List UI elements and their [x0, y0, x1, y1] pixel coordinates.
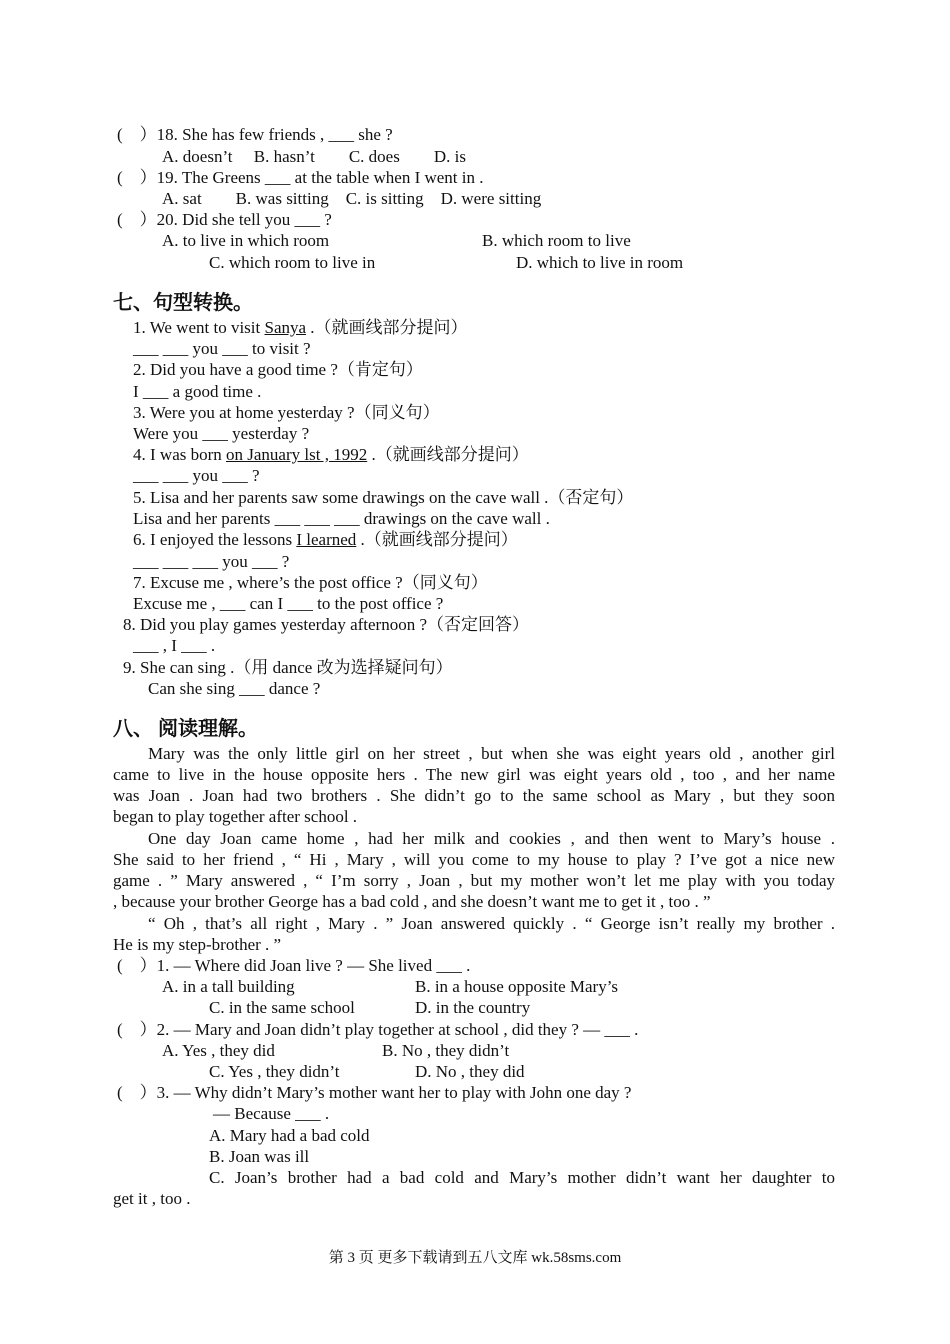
reading-q2-option-a: A. Yes , they did	[162, 1041, 275, 1060]
s7-answer-8: ___ , I ___ .	[133, 636, 216, 655]
reading-q3-option-c: C. Joan’s brother had a bad cold and Mary’s mother didn’t want her daughter to	[209, 1168, 835, 1187]
reading-question-1: ( ）1. — Where did Joan live ? — She lived ___ .	[117, 956, 471, 975]
s7-item-8: 8. Did you play games yesterday afternoon ?（否定回答）	[123, 615, 530, 634]
reading-q3-option-c-cont: get it , too .	[113, 1189, 191, 1208]
s7-answer-5: Lisa and her parents ___ ___ ___ drawings on the cave wall .	[133, 509, 550, 528]
passage-line: game . ” Mary answered , “ I’m sorry , Joan , but my mother won’t let me play with you today	[113, 871, 835, 890]
s7-item-5: 5. Lisa and her parents saw some drawings on the cave wall .（否定句）	[133, 488, 634, 507]
reading-q3-option-a: A. Mary had a bad cold	[209, 1126, 370, 1145]
passage-line: came to live in the house opposite hers . The new girl was eight years old , too , and her name	[113, 765, 835, 784]
section-7-heading: 七、句型转换。	[113, 292, 253, 314]
question-20-option-a: A. to live in which room	[162, 231, 330, 250]
question-20-option-b: B. which room to live	[482, 231, 631, 250]
s7-answer-9: Can she sing ___ dance ?	[148, 679, 321, 698]
reading-q1-option-a: A. in a tall building	[162, 977, 295, 996]
s7-answer-4: ___ ___ you ___ ?	[133, 466, 260, 485]
reading-question-2: ( ）2. — Mary and Joan didn’t play together at school , did they ? — ___ .	[117, 1020, 639, 1039]
s7-answer-2: I ___ a good time .	[133, 382, 262, 401]
s7-item-9: 9. She can sing .（用 dance 改为选择疑问句）	[123, 658, 453, 677]
s7-item-3: 3. Were you at home yesterday ?（同义句）	[133, 403, 440, 422]
passage-line: He is my step-brother . ”	[113, 935, 282, 954]
question-20-option-d: D. which to live in room	[516, 253, 684, 272]
section-8-heading: 八、 阅读理解。	[113, 718, 258, 740]
question-20: ( ）20. Did she tell you ___ ?	[117, 210, 332, 229]
passage-line: , because your brother George has a bad cold , and she doesn’t want me to get it , too . ”	[113, 892, 711, 911]
passage-line: was Joan . Joan had two brothers . She didn’t go to the same school as Mary , but they soon	[113, 786, 835, 805]
question-18: ( ）18. She has few friends , ___ she ?	[117, 125, 393, 144]
passage-line: “ Oh , that’s all right , Mary . ” Joan answered quickly . “ George isn’t really my brother .	[148, 914, 835, 933]
question-19-options: A. sat B. was sitting C. is sitting D. were sitting	[162, 189, 542, 208]
reading-q2-option-b: B. No , they didn’t	[382, 1041, 510, 1060]
reading-question-3: ( ）3. — Why didn’t Mary’s mother want her to play with John one day ?	[117, 1083, 632, 1102]
s7-item-6: 6. I enjoyed the lessons I learned .（就画线部分提问）	[133, 530, 518, 549]
question-18-options: A. doesn’t B. hasn’t C. does D. is	[162, 147, 466, 166]
passage-line: One day Joan came home , had her milk and cookies , and then went to Mary’s house .	[148, 829, 835, 848]
reading-q1-option-b: B. in a house opposite Mary’s	[415, 977, 619, 996]
reading-q3-option-b: B. Joan was ill	[209, 1147, 310, 1166]
reading-q2-option-c: C. Yes , they didn’t	[209, 1062, 340, 1081]
s7-item-2: 2. Did you have a good time ?（肯定句）	[133, 360, 423, 379]
passage-line: began to play together after school .	[113, 807, 358, 826]
s7-answer-7: Excuse me , ___ can I ___ to the post office ?	[133, 594, 444, 613]
question-20-option-c: C. which room to live in	[209, 253, 376, 272]
reading-q3-answer-prefix: — Because ___ .	[213, 1104, 330, 1123]
question-19: ( ）19. The Greens ___ at the table when I went in .	[117, 168, 484, 187]
passage-line: Mary was the only little girl on her street , but when she was eight years old , another girl	[148, 744, 835, 763]
reading-q2-option-d: D. No , they did	[415, 1062, 525, 1081]
reading-q1-option-c: C. in the same school	[209, 998, 355, 1017]
page-footer: 第 3 页 更多下载请到五八文库 wk.58sms.com	[328, 1250, 622, 1266]
s7-item-7: 7. Excuse me , where’s the post office ?（同义句）	[133, 573, 488, 592]
reading-q1-option-d: D. in the country	[415, 998, 531, 1017]
s7-item-4: 4. I was born on January lst , 1992 .（就画线部分提问）	[133, 445, 529, 464]
s7-item-1: 1. We went to visit Sanya .（就画线部分提问）	[133, 318, 468, 337]
s7-answer-6: ___ ___ ___ you ___ ?	[133, 552, 290, 571]
s7-answer-1: ___ ___ you ___ to visit ?	[133, 339, 311, 358]
s7-answer-3: Were you ___ yesterday ?	[133, 424, 310, 443]
passage-line: She said to her friend , “ Hi , Mary , will you come to my house to play ? I’ve got a nice new	[113, 850, 835, 869]
